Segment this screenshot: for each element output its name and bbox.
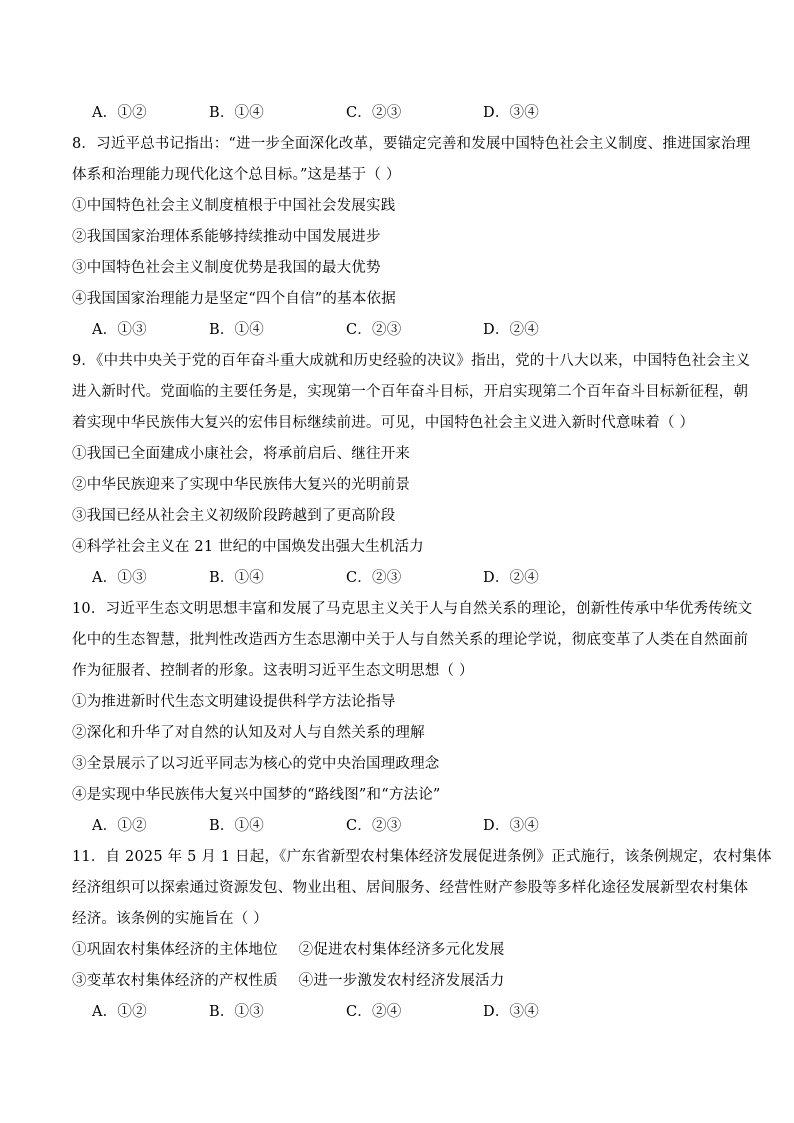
q9-statement: ④科学社会主义在 21 世纪的中国焕发出强大生机活力 <box>72 539 424 555</box>
q11-option-c[interactable]: C．②④ <box>346 1004 402 1020</box>
q10-option-b[interactable]: B．①④ <box>209 818 264 834</box>
q10-option-d[interactable]: D．③④ <box>483 818 539 834</box>
q9-stem-line: 进入新时代。党面临的主要任务是，实现第一个百年奋斗目标，开启实现第二个百年奋斗目标新征程，朝 <box>72 384 749 400</box>
q9-statement: ②中华民族迎来了实现中华民族伟大复兴的光明前景 <box>72 477 411 493</box>
q9-statement: ①我国已全面建成小康社会，将承前启后、继往开来 <box>72 446 411 462</box>
q7-options <box>72 98 722 129</box>
q11-option-d[interactable]: D．③④ <box>483 1004 539 1020</box>
q10-statement: ②深化和升华了对自然的认知及对人与自然关系的理解 <box>72 725 425 741</box>
q11-statement-row <box>72 966 722 997</box>
q11-option-b[interactable]: B．①③ <box>209 1004 264 1020</box>
q11-option-a[interactable]: A．①② <box>92 1004 147 1020</box>
q10-stem-line: 10．习近平生态文明思想丰富和发展了马克思主义关于人与自然关系的理论，创新性传承中华优秀传统文 <box>72 601 753 617</box>
q7-option-a[interactable]: A．①② <box>92 105 147 121</box>
q8-option-c[interactable]: C．②③ <box>346 322 402 338</box>
q8-option-b[interactable]: B．①④ <box>209 322 264 338</box>
q11-stem-line: 11．自 2025 年 5 月 1 日起，《广东省新型农村集体经济发展促进条例》正式施行，该条例规定，农村集体 <box>72 849 772 865</box>
q10-stem-line: 作为征服者、控制者的形象。这表明习近平生态文明思想（ ） <box>72 663 474 679</box>
q11-statement-row <box>72 935 722 966</box>
q9-option-a[interactable]: A．①③ <box>92 570 147 586</box>
q9-stem-line: 9．《中共中央关于党的百年奋斗重大成就和历史经验的决议》指出，党的十八大以来，中国特色社会主义 <box>72 353 751 369</box>
q11-statement: ④进一步激发农村经济发展活力 <box>298 973 505 989</box>
q11-statement: ③变革农村集体经济的产权性质 <box>72 973 278 989</box>
q11-stem-line: 经济。该条例的实施旨在（ ） <box>72 911 268 927</box>
q10-stem-line: 化中的生态智慧，批判性改造西方生态思潮中关于人与自然关系的理论学说，彻底变革了人类在自然面前 <box>72 632 749 648</box>
q10-options <box>72 811 722 842</box>
q8-statement: ④我国国家治理能力是坚定“四个自信”的基本依据 <box>72 291 396 307</box>
q8-statement: ①中国特色社会主义制度植根于中国社会发展实践 <box>72 198 396 214</box>
q9-stem-line: 着实现中华民族伟大复兴的宏伟目标继续前进。可见，中国特色社会主义进入新时代意味着（ ） <box>72 415 695 431</box>
q8-option-d[interactable]: D．②④ <box>483 322 539 338</box>
exam-page <box>72 98 772 1028</box>
q8-statement: ②我国国家治理体系能够持续推动中国发展进步 <box>72 229 381 245</box>
q9-option-b[interactable]: B．①④ <box>209 570 264 586</box>
q7-option-b[interactable]: B．①④ <box>209 105 264 121</box>
question-11 <box>72 842 772 1028</box>
q10-option-a[interactable]: A．①② <box>92 818 147 834</box>
q10-statement: ④是实现中华民族伟大复兴中国梦的“路线图”和“方法论” <box>72 787 441 803</box>
q8-option-a[interactable]: A．①③ <box>92 322 147 338</box>
q10-option-c[interactable]: C．②③ <box>346 818 402 834</box>
q9-options <box>72 563 722 594</box>
q8-statement: ③中国特色社会主义制度优势是我国的最大优势 <box>72 260 381 276</box>
question-9 <box>72 346 751 594</box>
q11-statement: ①巩固农村集体经济的主体地位 <box>72 942 278 958</box>
q7-option-c[interactable]: C．②③ <box>346 105 402 121</box>
q10-statement: ①为推进新时代生态文明建设提供科学方法论指导 <box>72 694 396 710</box>
question-8 <box>72 129 751 346</box>
q11-stem-line: 经济组织可以探索通过资源发包、物业出租、居间服务、经营性财产参股等多样化途径发展新型农村集体 <box>72 880 749 896</box>
q11-statement: ②促进农村集体经济多元化发展 <box>298 942 505 958</box>
q8-stem-line: 体系和治理能力现代化这个总目标。”这是基于（ ） <box>72 167 401 183</box>
q8-options <box>72 315 722 346</box>
question-10 <box>72 594 753 842</box>
q10-statement: ③全景展示了以习近平同志为核心的党中央治国理政理念 <box>72 756 440 772</box>
q9-statement: ③我国已经从社会主义初级阶段跨越到了更高阶段 <box>72 508 396 524</box>
q9-option-c[interactable]: C．②③ <box>346 570 402 586</box>
q9-option-d[interactable]: D．②④ <box>483 570 539 586</box>
q11-options <box>72 997 722 1028</box>
q7-option-d[interactable]: D．③④ <box>483 105 539 121</box>
q8-stem-line: 8．习近平总书记指出：“进一步全面深化改革，要锚定完善和发展中国特色社会主义制度、推进国家治理 <box>72 136 751 152</box>
